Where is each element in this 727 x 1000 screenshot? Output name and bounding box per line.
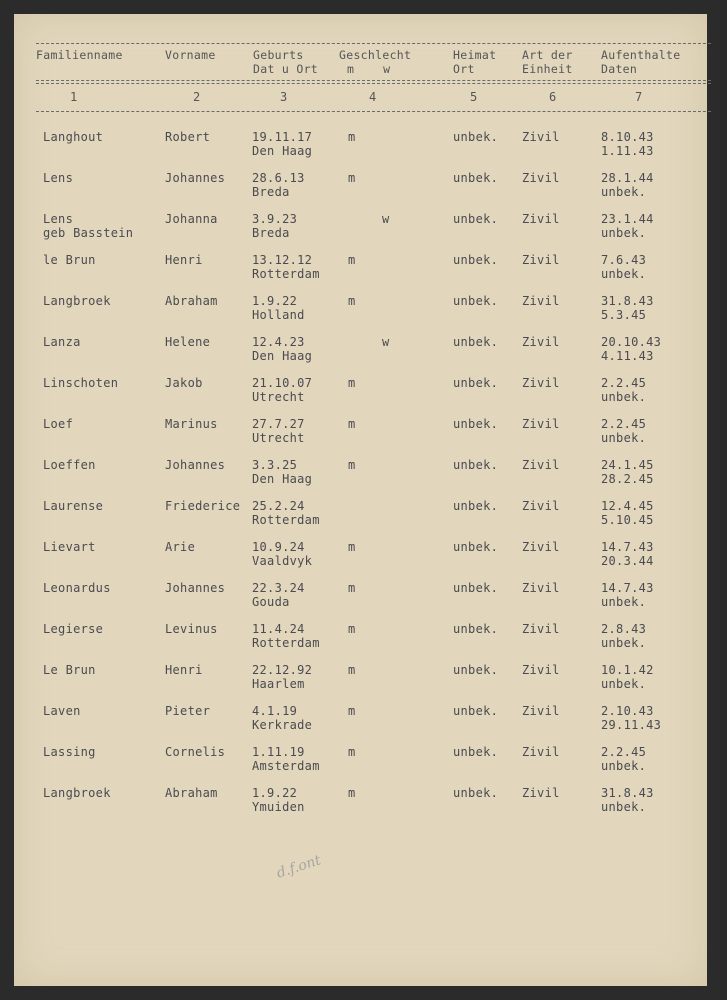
row-aufenthalt-1: 24.1.45 bbox=[601, 458, 654, 472]
row-art-der-einheit: Zivil bbox=[522, 540, 560, 554]
row-geburtsdatum: 19.11.17 bbox=[252, 130, 313, 144]
row-geburtsdatum: 21.10.07 bbox=[252, 376, 313, 390]
row-geschlecht-m: m bbox=[348, 786, 356, 800]
row-geschlecht-m: m bbox=[348, 130, 356, 144]
row-art-der-einheit: Zivil bbox=[522, 581, 560, 595]
row-heimatort: unbek. bbox=[453, 499, 499, 513]
row-geburtsort: Vaaldvyk bbox=[252, 554, 313, 568]
column-number-4: 4 bbox=[369, 90, 377, 104]
row-familienname: Laven bbox=[43, 704, 81, 718]
column-number-2: 2 bbox=[193, 90, 201, 104]
row-geburtsdatum: 1.11.19 bbox=[252, 745, 305, 759]
row-geschlecht-w: w bbox=[382, 335, 390, 349]
row-geschlecht-w: w bbox=[382, 212, 390, 226]
row-familienname: Lens bbox=[43, 171, 74, 185]
column-number-3: 3 bbox=[280, 90, 288, 104]
row-geburtsdatum: 3.9.23 bbox=[252, 212, 298, 226]
row-heimatort: unbek. bbox=[453, 130, 499, 144]
row-heimatort: unbek. bbox=[453, 540, 499, 554]
row-heimatort: unbek. bbox=[453, 458, 499, 472]
row-familienname: Leonardus bbox=[43, 581, 111, 595]
row-vorname: Cornelis bbox=[165, 745, 226, 759]
top-rule bbox=[36, 43, 711, 44]
row-aufenthalt-1: 2.10.43 bbox=[601, 704, 654, 718]
header-aufenthalte: Aufenthalte bbox=[601, 48, 681, 62]
row-aufenthalt-2: 1.11.43 bbox=[601, 144, 654, 158]
row-art-der-einheit: Zivil bbox=[522, 786, 560, 800]
row-geburtsdatum: 13.12.12 bbox=[252, 253, 313, 267]
row-vorname: Abraham bbox=[165, 294, 218, 308]
handwritten-signature: d.f.ont bbox=[274, 852, 323, 882]
row-vorname: Pieter bbox=[165, 704, 211, 718]
header-art-sub: Einheit bbox=[522, 62, 573, 76]
row-art-der-einheit: Zivil bbox=[522, 376, 560, 390]
row-familienname: Laurense bbox=[43, 499, 104, 513]
row-heimatort: unbek. bbox=[453, 253, 499, 267]
row-heimatort: unbek. bbox=[453, 622, 499, 636]
row-art-der-einheit: Zivil bbox=[522, 294, 560, 308]
row-aufenthalt-2: 5.10.45 bbox=[601, 513, 654, 527]
row-art-der-einheit: Zivil bbox=[522, 212, 560, 226]
row-vorname: Robert bbox=[165, 130, 211, 144]
row-art-der-einheit: Zivil bbox=[522, 417, 560, 431]
row-geburtsort: Amsterdam bbox=[252, 759, 320, 773]
row-heimatort: unbek. bbox=[453, 335, 499, 349]
row-geburtsdatum: 27.7.27 bbox=[252, 417, 305, 431]
numbers-rule bbox=[36, 111, 711, 112]
row-aufenthalt-1: 2.2.45 bbox=[601, 745, 647, 759]
row-vorname: Johanna bbox=[165, 212, 218, 226]
row-geschlecht-m: m bbox=[348, 704, 356, 718]
header-aufenthalte-sub: Daten bbox=[601, 62, 638, 76]
row-aufenthalt-1: 7.6.43 bbox=[601, 253, 647, 267]
header-geburts-sub: Dat u Ort bbox=[253, 62, 319, 76]
row-geburtsort: Holland bbox=[252, 308, 305, 322]
row-geschlecht-m: m bbox=[348, 540, 356, 554]
row-heimatort: unbek. bbox=[453, 376, 499, 390]
row-familienname: Lanza bbox=[43, 335, 81, 349]
row-aufenthalt-1: 14.7.43 bbox=[601, 581, 654, 595]
row-geburtsort: Kerkrade bbox=[252, 718, 313, 732]
row-vorname: Jakob bbox=[165, 376, 203, 390]
row-heimatort: unbek. bbox=[453, 581, 499, 595]
row-vorname: Helene bbox=[165, 335, 211, 349]
row-familienname: Langbroek bbox=[43, 786, 111, 800]
row-familienname: Loef bbox=[43, 417, 74, 431]
header-geschlecht: Geschlecht bbox=[339, 48, 412, 62]
row-vorname: Johannes bbox=[165, 581, 226, 595]
column-number-7: 7 bbox=[635, 90, 643, 104]
row-heimatort: unbek. bbox=[453, 786, 499, 800]
row-geburtsort: Haarlem bbox=[252, 677, 305, 691]
row-vorname: Arie bbox=[165, 540, 196, 554]
row-geburtsdatum: 12.4.23 bbox=[252, 335, 305, 349]
row-art-der-einheit: Zivil bbox=[522, 745, 560, 759]
row-aufenthalt-1: 2.2.45 bbox=[601, 417, 647, 431]
row-aufenthalt-1: 8.10.43 bbox=[601, 130, 654, 144]
row-art-der-einheit: Zivil bbox=[522, 253, 560, 267]
row-art-der-einheit: Zivil bbox=[522, 335, 560, 349]
row-aufenthalt-2: unbek. bbox=[601, 267, 647, 281]
row-art-der-einheit: Zivil bbox=[522, 499, 560, 513]
row-geburtsort: Utrecht bbox=[252, 390, 305, 404]
header-art: Art der bbox=[522, 48, 573, 62]
row-geburtsort: Rotterdam bbox=[252, 513, 320, 527]
row-familienname: le Brun bbox=[43, 253, 96, 267]
row-vorname: Henri bbox=[165, 663, 203, 677]
row-geschlecht-m: m bbox=[348, 663, 356, 677]
row-aufenthalt-2: 29.11.43 bbox=[601, 718, 662, 732]
row-heimatort: unbek. bbox=[453, 663, 499, 677]
row-vorname: Friederice bbox=[165, 499, 241, 513]
row-aufenthalt-1: 2.2.45 bbox=[601, 376, 647, 390]
column-number-6: 6 bbox=[549, 90, 557, 104]
header-geburts: Geburts bbox=[253, 48, 304, 62]
row-aufenthalt-1: 14.7.43 bbox=[601, 540, 654, 554]
row-aufenthalt-2: unbek. bbox=[601, 185, 647, 199]
row-aufenthalt-1: 31.8.43 bbox=[601, 786, 654, 800]
row-geburtsdatum: 1.9.22 bbox=[252, 294, 298, 308]
row-aufenthalt-2: 5.3.45 bbox=[601, 308, 647, 322]
header-heimat-sub: Ort bbox=[453, 62, 475, 76]
row-geschlecht-m: m bbox=[348, 417, 356, 431]
row-familienname: Lens bbox=[43, 212, 74, 226]
row-aufenthalt-2: unbek. bbox=[601, 636, 647, 650]
row-art-der-einheit: Zivil bbox=[522, 130, 560, 144]
row-familienname: Lievart bbox=[43, 540, 96, 554]
row-geschlecht-m: m bbox=[348, 253, 356, 267]
row-heimatort: unbek. bbox=[453, 171, 499, 185]
row-geschlecht-m: m bbox=[348, 376, 356, 390]
row-geschlecht-m: m bbox=[348, 745, 356, 759]
row-geburtsdatum: 4.1.19 bbox=[252, 704, 298, 718]
row-heimatort: unbek. bbox=[453, 745, 499, 759]
row-familienname: Linschoten bbox=[43, 376, 119, 390]
row-geschlecht-m: m bbox=[348, 294, 356, 308]
row-heimatort: unbek. bbox=[453, 417, 499, 431]
row-familienname: Lassing bbox=[43, 745, 96, 759]
row-geburtsdatum: 3.3.25 bbox=[252, 458, 298, 472]
row-geburtsdatum: 28.6.13 bbox=[252, 171, 305, 185]
row-aufenthalt-1: 20.10.43 bbox=[601, 335, 662, 349]
row-geburtsdatum: 1.9.22 bbox=[252, 786, 298, 800]
row-aufenthalt-1: 10.1.42 bbox=[601, 663, 654, 677]
row-aufenthalt-2: unbek. bbox=[601, 431, 647, 445]
header-geschlecht-sub: m w bbox=[347, 62, 391, 76]
row-geburtsort: Den Haag bbox=[252, 144, 313, 158]
row-heimatort: unbek. bbox=[453, 212, 499, 226]
row-familienname-line2: geb Basstein bbox=[43, 226, 134, 240]
row-vorname: Marinus bbox=[165, 417, 218, 431]
row-familienname: Langbroek bbox=[43, 294, 111, 308]
row-vorname: Johannes bbox=[165, 171, 226, 185]
row-aufenthalt-2: 4.11.43 bbox=[601, 349, 654, 363]
row-familienname: Le Brun bbox=[43, 663, 96, 677]
header-heimat: Heimat bbox=[453, 48, 497, 62]
header-vorname: Vorname bbox=[165, 48, 216, 62]
row-aufenthalt-1: 28.1.44 bbox=[601, 171, 654, 185]
row-art-der-einheit: Zivil bbox=[522, 622, 560, 636]
row-geburtsdatum: 22.12.92 bbox=[252, 663, 313, 677]
row-geburtsort: Breda bbox=[252, 226, 290, 240]
row-aufenthalt-1: 12.4.45 bbox=[601, 499, 654, 513]
row-geschlecht-m: m bbox=[348, 581, 356, 595]
row-heimatort: unbek. bbox=[453, 704, 499, 718]
row-aufenthalt-1: 2.8.43 bbox=[601, 622, 647, 636]
row-geschlecht-m: m bbox=[348, 622, 356, 636]
row-aufenthalt-2: unbek. bbox=[601, 595, 647, 609]
row-aufenthalt-2: unbek. bbox=[601, 677, 647, 691]
row-aufenthalt-1: 31.8.43 bbox=[601, 294, 654, 308]
row-aufenthalt-2: 20.3.44 bbox=[601, 554, 654, 568]
row-geburtsort: Utrecht bbox=[252, 431, 305, 445]
row-familienname: Legierse bbox=[43, 622, 104, 636]
row-aufenthalt-2: unbek. bbox=[601, 800, 647, 814]
column-number-1: 1 bbox=[70, 90, 78, 104]
row-art-der-einheit: Zivil bbox=[522, 171, 560, 185]
row-geburtsdatum: 11.4.24 bbox=[252, 622, 305, 636]
row-vorname: Levinus bbox=[165, 622, 218, 636]
row-aufenthalt-2: unbek. bbox=[601, 390, 647, 404]
row-geburtsort: Rotterdam bbox=[252, 267, 320, 281]
row-familienname: Langhout bbox=[43, 130, 104, 144]
row-vorname: Johannes bbox=[165, 458, 226, 472]
row-geburtsort: Breda bbox=[252, 185, 290, 199]
row-aufenthalt-2: unbek. bbox=[601, 226, 647, 240]
row-vorname: Abraham bbox=[165, 786, 218, 800]
row-geschlecht-m: m bbox=[348, 171, 356, 185]
row-aufenthalt-2: 28.2.45 bbox=[601, 472, 654, 486]
row-geburtsort: Den Haag bbox=[252, 472, 313, 486]
row-aufenthalt-2: unbek. bbox=[601, 759, 647, 773]
row-geburtsort: Den Haag bbox=[252, 349, 313, 363]
column-number-5: 5 bbox=[470, 90, 478, 104]
row-art-der-einheit: Zivil bbox=[522, 458, 560, 472]
row-familienname: Loeffen bbox=[43, 458, 96, 472]
row-heimatort: unbek. bbox=[453, 294, 499, 308]
row-geburtsort: Ymuiden bbox=[252, 800, 305, 814]
row-art-der-einheit: Zivil bbox=[522, 663, 560, 677]
header-familienname: Familienname bbox=[36, 48, 123, 62]
row-geburtsdatum: 25.2.24 bbox=[252, 499, 305, 513]
row-geschlecht-m: m bbox=[348, 458, 356, 472]
row-art-der-einheit: Zivil bbox=[522, 704, 560, 718]
row-vorname: Henri bbox=[165, 253, 203, 267]
header-rule bbox=[36, 80, 711, 84]
row-geburtsort: Rotterdam bbox=[252, 636, 320, 650]
row-geburtsdatum: 22.3.24 bbox=[252, 581, 305, 595]
row-geburtsdatum: 10.9.24 bbox=[252, 540, 305, 554]
row-geburtsort: Gouda bbox=[252, 595, 290, 609]
document-page bbox=[14, 14, 707, 986]
row-aufenthalt-1: 23.1.44 bbox=[601, 212, 654, 226]
